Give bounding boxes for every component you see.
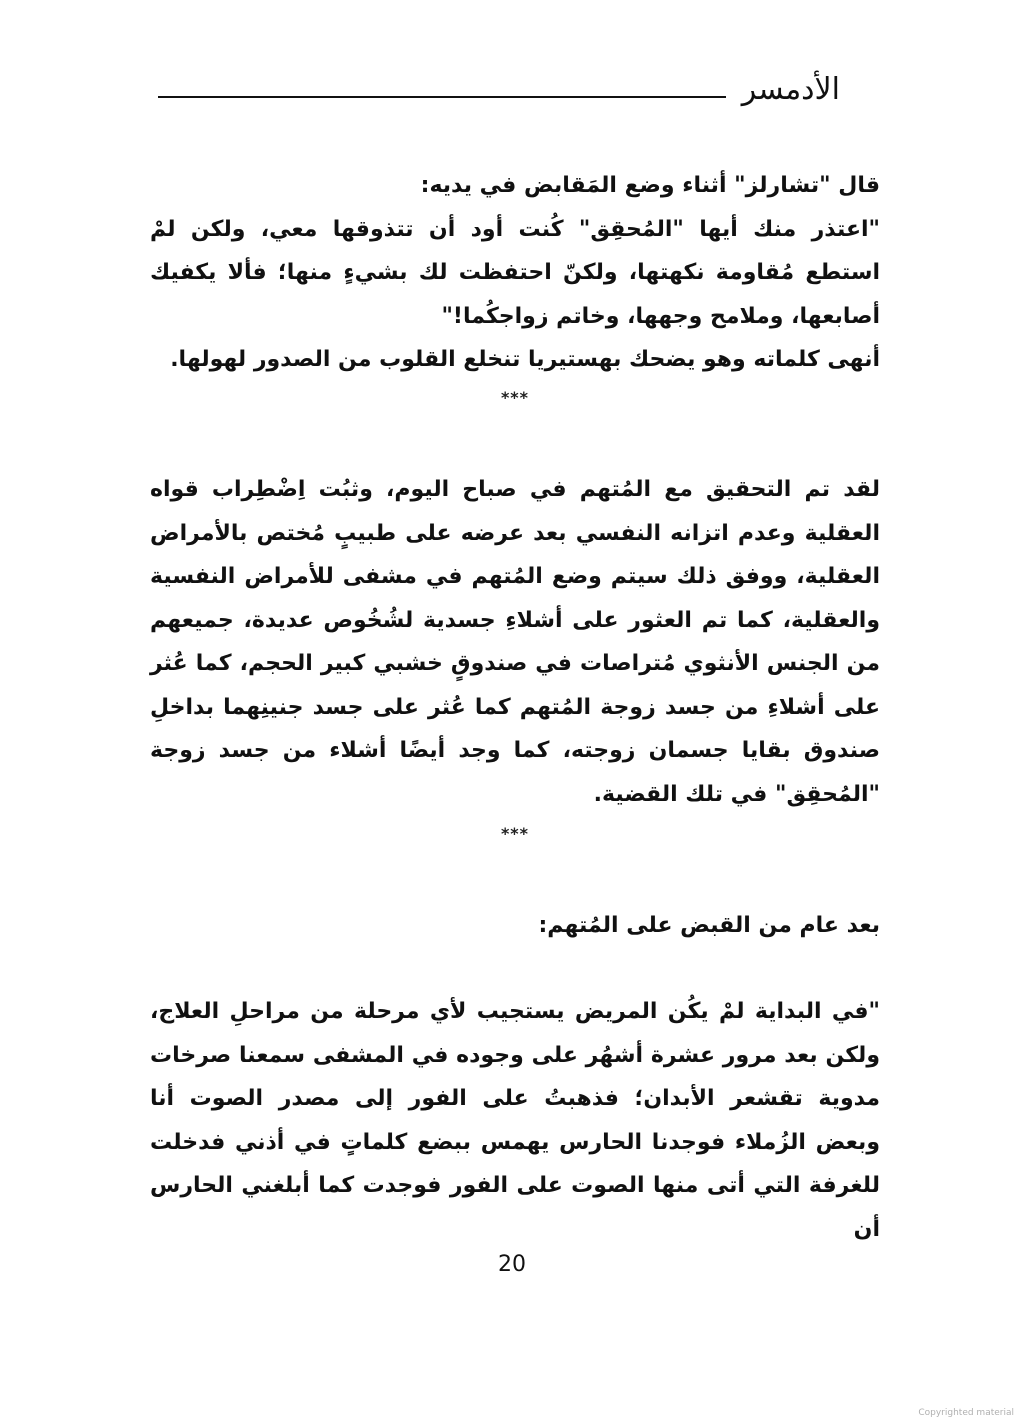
paragraph-quote: "اعتذر منك أيها "المُحقِق" كُنت أود أن تتذوقها معي، ولكن لمْ استطع مُقاومة نكهتها، ولكنّ احتفظت لك بشيءٍ منها؛ فألا يكفيك أصابعها، وملامح وجهها، وخاتم زواجكُما!"	[150, 216, 880, 329]
section-3	[150, 904, 880, 948]
paragraph-heading: قال "تشارلز" أثناء وضع المَقابض في يديه:	[420, 173, 880, 198]
paragraph-report: "في البداية لمْ يكُن المريض يستجيب لأي مرحلة من مراحلِ العلاج، ولكن بعد مرور عشرة أشهُر على وجوده في المشفى سمعنا صرخات مدوية تقشعر الأبدان؛ فذهبتُ على الفور إلى مصدر الصوت أنا وبعض الزُملاء فوجدنا الحارس يهمس ببضع كلماتٍ في أذني فدخلت للغرفة التي أتى منها الصوت على الفور فوجدت كما أبلغني الحارس أن	[150, 999, 880, 1242]
book-title: الأدمسر	[741, 72, 840, 107]
section-2	[150, 468, 880, 816]
copyright-watermark: Copyrighted material	[918, 1408, 1014, 1418]
paragraph-closing: أنهى كلماته وهو يضحك بهستيريا تنخلع القلوب من الصدور لهولها.	[170, 347, 880, 372]
running-header	[158, 70, 840, 110]
page-number: 20	[498, 1252, 526, 1277]
section-separator: ***	[500, 388, 530, 407]
paragraph-investigation: لقد تم التحقيق مع المُتهم في صباح اليوم، وثبُت اِضْطِراب قواه العقلية وعدم اتزانه النفسي بعد عرضه على طبيبٍ مُختص بالأمراض العقلية، ووفق ذلك سيتم وضع المُتهم في مشفى للأمراض النفسية والعقلية، كما تم العثور على أشلاءِ جسدية لشُخُوص عديدة، جميعهم من الجنس الأنثوي مُتراصات في صندوقٍ خشبي كبير الحجم، كما عُثر على أشلاءِ من جسد زوجة المُتهم كما عُثر على جسد جنينِهما بداخلِ صندوق بقايا جسمان زوجته، كما وجد أيضًا أشلاء من جسد زوجة "المُحقِق" في تلك القضية.	[150, 477, 880, 807]
section-separator: ***	[500, 824, 530, 843]
header-rule	[158, 96, 726, 98]
paragraph-subheading: بعد عام من القبض على المُتهم:	[538, 913, 880, 938]
section-1	[150, 164, 880, 382]
section-4	[150, 990, 880, 1251]
